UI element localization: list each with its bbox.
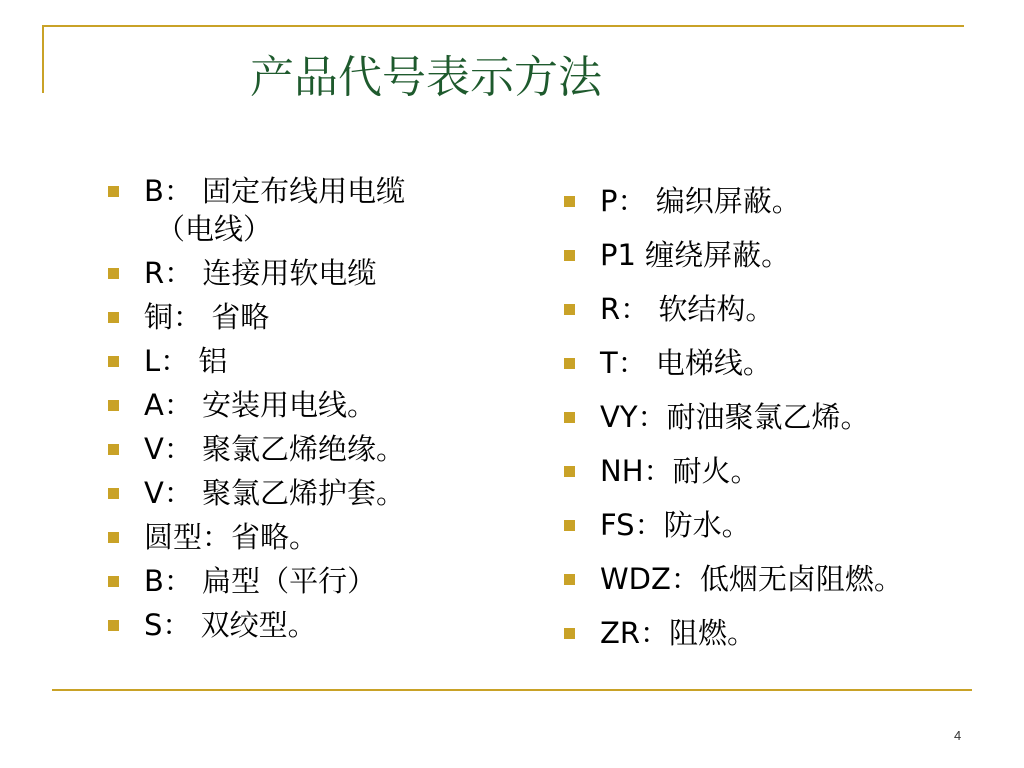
item-text: NH：耐火。: [600, 454, 760, 488]
item-text: S： 双绞型。: [144, 608, 317, 642]
item-text: B： 固定布线用电缆: [144, 174, 406, 208]
square-bullet-icon: [564, 304, 575, 315]
bottom-rule: [52, 689, 972, 691]
square-bullet-icon: [564, 466, 575, 477]
list-item: [560, 344, 990, 382]
square-bullet-icon: [564, 574, 575, 585]
item-text: WDZ：低烟无卤阻燃。: [600, 562, 903, 596]
list-item: [104, 172, 544, 248]
square-bullet-icon: [108, 444, 119, 455]
list-item: [560, 614, 990, 652]
square-bullet-icon: [108, 268, 119, 279]
item-text: A： 安装用电线。: [144, 388, 377, 422]
list-item: [560, 236, 990, 274]
item-text: 圆型：省略。: [144, 520, 319, 554]
list-item: [104, 606, 544, 644]
item-text: L： 铝: [144, 344, 228, 378]
item-text: ZR：阻燃。: [600, 616, 757, 650]
list-item: [560, 452, 990, 490]
square-bullet-icon: [564, 628, 575, 639]
item-text: VY：耐油聚氯乙烯。: [600, 400, 870, 434]
list-item: [104, 518, 544, 556]
item-text: V： 聚氯乙烯绝缘。: [144, 432, 406, 466]
item-text: FS：防水。: [600, 508, 751, 542]
item-text: P： 编织屏蔽。: [600, 184, 801, 218]
square-bullet-icon: [108, 488, 119, 499]
top-rule: [42, 25, 964, 27]
list-item: [560, 560, 990, 598]
item-text: R： 软结构。: [600, 292, 775, 326]
item-text: T： 电梯线。: [600, 346, 772, 380]
square-bullet-icon: [108, 532, 119, 543]
square-bullet-icon: [564, 358, 575, 369]
item-text: P1 缠绕屏蔽。: [600, 238, 791, 272]
slide-title: 产品代号表示方法: [250, 52, 602, 103]
list-item: [560, 398, 990, 436]
square-bullet-icon: [108, 312, 119, 323]
list-item: [560, 290, 990, 328]
page-number: 4: [954, 728, 962, 743]
list-item: [104, 386, 544, 424]
square-bullet-icon: [564, 250, 575, 261]
square-bullet-icon: [108, 356, 119, 367]
list-item: [104, 298, 544, 336]
list-item: [104, 342, 544, 380]
left-bullet-list: [104, 172, 544, 650]
square-bullet-icon: [564, 412, 575, 423]
item-text: B： 扁型（平行）: [144, 564, 377, 598]
item-text: R： 连接用软电缆: [144, 256, 377, 290]
item-text: 铜： 省略: [144, 300, 270, 334]
list-item: [104, 430, 544, 468]
list-item: [104, 562, 544, 600]
right-bullet-list: [560, 182, 990, 668]
list-item: [560, 182, 990, 220]
square-bullet-icon: [108, 400, 119, 411]
square-bullet-icon: [564, 520, 575, 531]
square-bullet-icon: [108, 576, 119, 587]
list-item: [104, 254, 544, 292]
square-bullet-icon: [108, 620, 119, 631]
list-item: [104, 474, 544, 512]
square-bullet-icon: [108, 186, 119, 197]
square-bullet-icon: [564, 196, 575, 207]
item-text-continuation: （电线）: [156, 212, 273, 246]
left-rule: [42, 25, 44, 93]
list-item: [560, 506, 990, 544]
item-text: V： 聚氯乙烯护套。: [144, 476, 406, 510]
